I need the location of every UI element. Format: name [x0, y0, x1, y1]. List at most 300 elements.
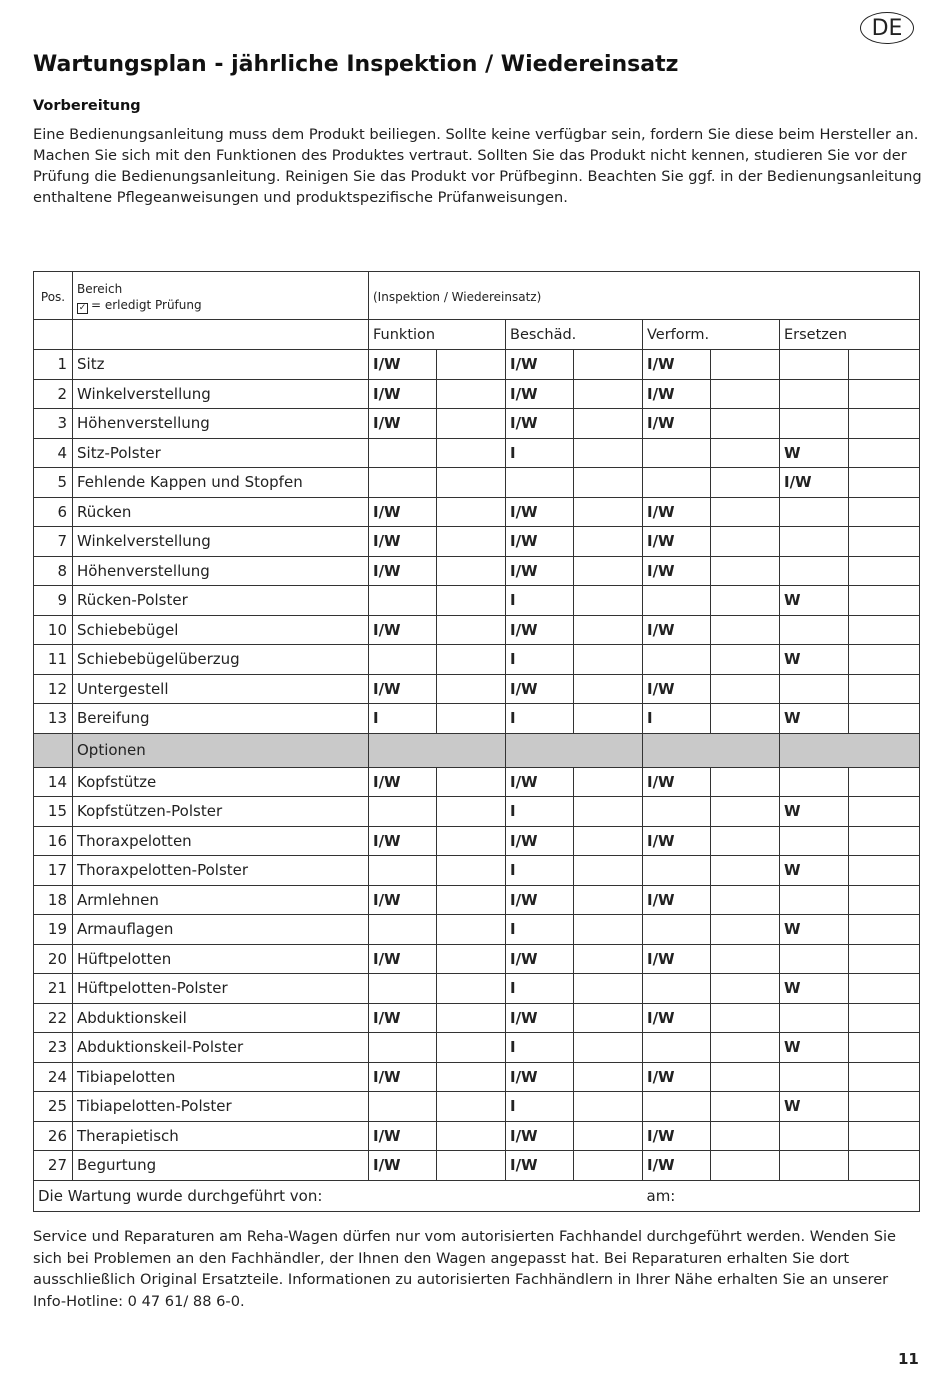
options-section-row	[34, 733, 920, 767]
row-pos: 13	[34, 704, 73, 734]
row-check-ersetzen	[849, 527, 920, 557]
language-badge: DE	[860, 12, 914, 44]
options-pos-blank	[34, 733, 73, 767]
pos-header: Pos.	[34, 272, 73, 320]
row-check-funktion	[437, 767, 506, 797]
row-check-funktion	[437, 1092, 506, 1122]
row-area: Hüftpelotten-Polster	[73, 974, 369, 1004]
row-mark-funktion	[369, 1033, 437, 1063]
row-check-funktion	[437, 556, 506, 586]
row-pos: 22	[34, 1003, 73, 1033]
row-mark-funktion: I/W	[369, 767, 437, 797]
table-row	[34, 527, 920, 557]
row-check-ersetzen	[849, 944, 920, 974]
row-mark-beschaed: I/W	[506, 944, 574, 974]
row-mark-ersetzen: W	[780, 645, 849, 675]
row-mark-verform: I/W	[643, 767, 711, 797]
row-check-funktion	[437, 797, 506, 827]
row-check-verform	[711, 826, 780, 856]
row-pos: 14	[34, 767, 73, 797]
section-heading: Vorbereitung	[33, 98, 141, 114]
row-check-beschaed	[574, 645, 643, 675]
row-check-ersetzen	[849, 468, 920, 498]
table-row	[34, 915, 920, 945]
row-area: Bereifung	[73, 704, 369, 734]
row-check-beschaed	[574, 674, 643, 704]
row-check-beschaed	[574, 1003, 643, 1033]
row-mark-ersetzen	[780, 556, 849, 586]
row-check-beschaed	[574, 350, 643, 380]
row-check-funktion	[437, 885, 506, 915]
row-mark-funktion	[369, 586, 437, 616]
row-pos: 17	[34, 856, 73, 886]
row-check-verform	[711, 556, 780, 586]
row-check-ersetzen	[849, 556, 920, 586]
row-mark-ersetzen	[780, 409, 849, 439]
row-mark-beschaed: I/W	[506, 1151, 574, 1181]
row-check-beschaed	[574, 974, 643, 1004]
row-check-beschaed	[574, 1033, 643, 1063]
row-check-verform	[711, 350, 780, 380]
row-mark-funktion: I/W	[369, 1003, 437, 1033]
row-check-ersetzen	[849, 1003, 920, 1033]
row-pos: 15	[34, 797, 73, 827]
page-title: Wartungsplan - jährliche Inspektion / Wiedereinsatz	[33, 52, 679, 77]
row-check-ersetzen	[849, 797, 920, 827]
row-pos: 9	[34, 586, 73, 616]
row-pos: 19	[34, 915, 73, 945]
row-check-verform	[711, 1003, 780, 1033]
row-mark-verform: I/W	[643, 527, 711, 557]
row-area: Abduktionskeil-Polster	[73, 1033, 369, 1063]
row-mark-funktion	[369, 645, 437, 675]
row-area: Tibiapelotten-Polster	[73, 1092, 369, 1122]
row-area: Sitz	[73, 350, 369, 380]
row-mark-verform: I/W	[643, 674, 711, 704]
row-check-beschaed	[574, 797, 643, 827]
table-row	[34, 826, 920, 856]
row-mark-ersetzen	[780, 350, 849, 380]
options-blank-cell	[643, 733, 780, 767]
row-check-ersetzen	[849, 885, 920, 915]
row-mark-ersetzen: W	[780, 586, 849, 616]
row-check-funktion	[437, 944, 506, 974]
row-check-verform	[711, 438, 780, 468]
row-mark-funktion	[369, 797, 437, 827]
row-area: Hüftpelotten	[73, 944, 369, 974]
row-mark-beschaed: I/W	[506, 527, 574, 557]
row-check-ersetzen	[849, 350, 920, 380]
area-header	[73, 272, 369, 320]
row-check-funktion	[437, 527, 506, 557]
row-mark-beschaed: I	[506, 915, 574, 945]
row-check-beschaed	[574, 885, 643, 915]
row-mark-verform	[643, 915, 711, 945]
row-check-ersetzen	[849, 674, 920, 704]
row-check-funktion	[437, 974, 506, 1004]
row-mark-beschaed: I	[506, 797, 574, 827]
page-number: 11	[898, 1350, 919, 1368]
row-check-beschaed	[574, 409, 643, 439]
row-mark-ersetzen: W	[780, 797, 849, 827]
row-mark-beschaed: I	[506, 438, 574, 468]
row-mark-ersetzen	[780, 1121, 849, 1151]
row-check-verform	[711, 1151, 780, 1181]
row-pos: 26	[34, 1121, 73, 1151]
row-pos: 8	[34, 556, 73, 586]
row-check-funktion	[437, 379, 506, 409]
row-pos: 2	[34, 379, 73, 409]
table-row	[34, 556, 920, 586]
row-mark-funktion: I/W	[369, 350, 437, 380]
row-area: Thoraxpelotten-Polster	[73, 856, 369, 886]
row-pos: 4	[34, 438, 73, 468]
row-mark-beschaed: I/W	[506, 1121, 574, 1151]
row-check-verform	[711, 885, 780, 915]
table-row	[34, 615, 920, 645]
row-mark-beschaed: I/W	[506, 379, 574, 409]
row-check-funktion	[437, 674, 506, 704]
maintenance-table	[33, 271, 920, 1212]
date-label: am:	[643, 1180, 920, 1211]
row-check-funktion	[437, 1151, 506, 1181]
row-check-beschaed	[574, 497, 643, 527]
row-mark-funktion	[369, 468, 437, 498]
table-row	[34, 1003, 920, 1033]
row-check-verform	[711, 767, 780, 797]
row-pos: 12	[34, 674, 73, 704]
row-check-funktion	[437, 468, 506, 498]
row-check-funktion	[437, 350, 506, 380]
signature-row	[34, 1180, 920, 1211]
column-header-beschaed: Beschäd.	[506, 320, 643, 350]
row-check-verform	[711, 1092, 780, 1122]
row-pos: 23	[34, 1033, 73, 1063]
row-check-verform	[711, 797, 780, 827]
row-mark-funktion: I/W	[369, 379, 437, 409]
row-mark-beschaed: I/W	[506, 497, 574, 527]
row-check-funktion	[437, 497, 506, 527]
row-mark-verform	[643, 797, 711, 827]
row-area: Schiebebügelüberzug	[73, 645, 369, 675]
row-check-ersetzen	[849, 915, 920, 945]
row-check-verform	[711, 379, 780, 409]
row-mark-funktion: I/W	[369, 497, 437, 527]
table-row	[34, 350, 920, 380]
row-mark-beschaed: I/W	[506, 674, 574, 704]
row-check-verform	[711, 645, 780, 675]
table-row	[34, 674, 920, 704]
table-row	[34, 379, 920, 409]
row-check-verform	[711, 409, 780, 439]
row-mark-verform	[643, 438, 711, 468]
table-header-row	[34, 272, 920, 320]
row-mark-beschaed	[506, 468, 574, 498]
row-check-verform	[711, 915, 780, 945]
row-check-verform	[711, 974, 780, 1004]
table-row	[34, 468, 920, 498]
table-row	[34, 586, 920, 616]
row-check-ersetzen	[849, 1033, 920, 1063]
row-check-verform	[711, 704, 780, 734]
service-note: Service und Reparaturen am Reha-Wagen dürfen nur vom autorisierten Fachhandel durchgeführt werden. Wenden Sie sich bei Problemen an den Fachhändler, der Ihnen den Wagen angepasst hat. Bei Reparaturen erhalten Sie dort ausschließlich Original Ersatzteile. Informationen zu autorisierten Fachhändlern in Ihrer Nähe erhalten Sie an unserer Info-Hotline: 0 47 61/ 88 6-0.	[33, 1228, 897, 1310]
row-check-verform	[711, 1062, 780, 1092]
row-mark-ersetzen: W	[780, 856, 849, 886]
row-mark-ersetzen: W	[780, 438, 849, 468]
row-mark-ersetzen: W	[780, 704, 849, 734]
row-check-verform	[711, 586, 780, 616]
row-mark-ersetzen	[780, 527, 849, 557]
row-area: Tibiapelotten	[73, 1062, 369, 1092]
checkbox-checked-icon: ✓	[78, 302, 87, 313]
table-row	[34, 885, 920, 915]
row-mark-ersetzen	[780, 615, 849, 645]
row-mark-beschaed: I	[506, 704, 574, 734]
row-check-funktion	[437, 645, 506, 675]
row-mark-ersetzen: W	[780, 1092, 849, 1122]
table-row	[34, 1151, 920, 1181]
row-mark-beschaed: I	[506, 856, 574, 886]
table-row	[34, 1062, 920, 1092]
row-pos: 20	[34, 944, 73, 974]
row-check-ersetzen	[849, 409, 920, 439]
row-check-funktion	[437, 915, 506, 945]
row-pos: 1	[34, 350, 73, 380]
row-check-funktion	[437, 1033, 506, 1063]
row-area: Armauflagen	[73, 915, 369, 945]
row-area: Armlehnen	[73, 885, 369, 915]
row-pos: 6	[34, 497, 73, 527]
pos-header-blank	[34, 320, 73, 350]
row-area: Kopfstütze	[73, 767, 369, 797]
row-mark-funktion: I/W	[369, 1121, 437, 1151]
row-check-verform	[711, 856, 780, 886]
row-check-ersetzen	[849, 1121, 920, 1151]
row-check-ersetzen	[849, 615, 920, 645]
row-check-ersetzen	[849, 1151, 920, 1181]
row-area: Sitz-Polster	[73, 438, 369, 468]
row-area: Höhenverstellung	[73, 556, 369, 586]
row-check-verform	[711, 674, 780, 704]
area-header-blank	[73, 320, 369, 350]
row-check-beschaed	[574, 379, 643, 409]
row-mark-verform: I/W	[643, 379, 711, 409]
column-header-verform: Verform.	[643, 320, 780, 350]
row-mark-verform: I/W	[643, 1062, 711, 1092]
row-mark-ersetzen	[780, 674, 849, 704]
table-row	[34, 704, 920, 734]
row-area: Rücken	[73, 497, 369, 527]
row-pos: 7	[34, 527, 73, 557]
row-check-funktion	[437, 1003, 506, 1033]
row-mark-verform	[643, 974, 711, 1004]
row-check-beschaed	[574, 615, 643, 645]
options-blank-cell	[780, 733, 920, 767]
row-pos: 5	[34, 468, 73, 498]
row-mark-funktion: I/W	[369, 1151, 437, 1181]
row-check-funktion	[437, 1121, 506, 1151]
table-row	[34, 645, 920, 675]
row-mark-beschaed: I/W	[506, 409, 574, 439]
row-mark-beschaed: I/W	[506, 885, 574, 915]
row-area: Winkelverstellung	[73, 379, 369, 409]
row-mark-funktion	[369, 974, 437, 1004]
row-check-ersetzen	[849, 379, 920, 409]
row-mark-beschaed: I	[506, 1033, 574, 1063]
row-mark-verform	[643, 1092, 711, 1122]
row-check-ersetzen	[849, 497, 920, 527]
options-label: Optionen	[73, 733, 369, 767]
row-check-beschaed	[574, 527, 643, 557]
row-check-verform	[711, 944, 780, 974]
row-check-funktion	[437, 1062, 506, 1092]
row-check-beschaed	[574, 767, 643, 797]
performed-by-label: Die Wartung wurde durchgeführt von:	[34, 1180, 643, 1211]
options-blank-cell	[369, 733, 506, 767]
row-check-beschaed	[574, 1092, 643, 1122]
row-pos: 27	[34, 1151, 73, 1181]
row-area: Abduktionskeil	[73, 1003, 369, 1033]
row-check-ersetzen	[849, 767, 920, 797]
row-check-ersetzen	[849, 826, 920, 856]
row-check-beschaed	[574, 438, 643, 468]
row-mark-beschaed: I	[506, 586, 574, 616]
row-pos: 21	[34, 974, 73, 1004]
row-mark-verform: I/W	[643, 556, 711, 586]
row-check-ersetzen	[849, 1062, 920, 1092]
row-check-beschaed	[574, 915, 643, 945]
row-check-verform	[711, 1121, 780, 1151]
row-mark-funktion: I/W	[369, 1062, 437, 1092]
row-mark-funktion: I/W	[369, 615, 437, 645]
table-row	[34, 974, 920, 1004]
row-check-ersetzen	[849, 856, 920, 886]
row-mark-ersetzen	[780, 497, 849, 527]
row-mark-beschaed: I/W	[506, 767, 574, 797]
row-mark-verform	[643, 1033, 711, 1063]
row-check-funktion	[437, 438, 506, 468]
row-check-ersetzen	[849, 974, 920, 1004]
row-mark-ersetzen: W	[780, 915, 849, 945]
row-mark-verform: I/W	[643, 1003, 711, 1033]
row-check-beschaed	[574, 826, 643, 856]
row-pos: 11	[34, 645, 73, 675]
row-mark-beschaed: I	[506, 1092, 574, 1122]
row-check-beschaed	[574, 704, 643, 734]
row-check-beschaed	[574, 586, 643, 616]
row-mark-ersetzen	[780, 944, 849, 974]
row-mark-verform: I/W	[643, 409, 711, 439]
row-mark-verform	[643, 856, 711, 886]
row-pos: 10	[34, 615, 73, 645]
table-row	[34, 409, 920, 439]
row-area: Begurtung	[73, 1151, 369, 1181]
column-header-ersetzen: Ersetzen	[780, 320, 920, 350]
row-mark-ersetzen: W	[780, 1033, 849, 1063]
row-mark-beschaed: I/W	[506, 615, 574, 645]
table-row	[34, 497, 920, 527]
row-mark-funktion: I/W	[369, 674, 437, 704]
row-pos: 18	[34, 885, 73, 915]
row-mark-verform: I/W	[643, 1121, 711, 1151]
table-row	[34, 1033, 920, 1063]
row-area: Fehlende Kappen und Stopfen	[73, 468, 369, 498]
row-area: Untergestell	[73, 674, 369, 704]
row-mark-ersetzen	[780, 1003, 849, 1033]
row-mark-verform	[643, 645, 711, 675]
row-check-verform	[711, 1033, 780, 1063]
row-mark-ersetzen: W	[780, 974, 849, 1004]
row-mark-verform: I/W	[643, 885, 711, 915]
row-mark-funktion	[369, 856, 437, 886]
table-row	[34, 1121, 920, 1151]
row-check-verform	[711, 615, 780, 645]
row-mark-ersetzen	[780, 379, 849, 409]
row-mark-verform: I/W	[643, 1151, 711, 1181]
row-mark-funktion	[369, 1092, 437, 1122]
row-area: Therapietisch	[73, 1121, 369, 1151]
row-area: Thoraxpelotten	[73, 826, 369, 856]
row-mark-verform: I/W	[643, 615, 711, 645]
row-mark-funktion: I	[369, 704, 437, 734]
row-mark-verform: I	[643, 704, 711, 734]
table-row	[34, 797, 920, 827]
row-check-funktion	[437, 856, 506, 886]
row-check-ersetzen	[849, 1092, 920, 1122]
row-mark-verform	[643, 586, 711, 616]
row-pos: 3	[34, 409, 73, 439]
row-mark-beschaed: I/W	[506, 350, 574, 380]
row-mark-ersetzen	[780, 1062, 849, 1092]
row-mark-verform: I/W	[643, 944, 711, 974]
row-check-beschaed	[574, 556, 643, 586]
row-mark-funktion: I/W	[369, 527, 437, 557]
row-mark-verform: I/W	[643, 826, 711, 856]
row-check-funktion	[437, 409, 506, 439]
intro-paragraph: Eine Bedienungsanleitung muss dem Produkt beiliegen. Sollte keine verfügbar sein, fordern Sie diese beim Hersteller an. Machen Sie sich mit den Funktionen des Produktes vertraut. Sollten Sie das Produkt nicht kennen, studieren Sie vor der Prüfung die Bedienungsanleitung. Reinigen Sie das Produkt vor Prüfbeginn. Beachten Sie ggf. in der Bedienungsanleitung enthaltene Pflegeanweisungen und produktspezifische Prüfanweisungen.	[33, 126, 922, 206]
row-mark-beschaed: I	[506, 974, 574, 1004]
row-mark-ersetzen	[780, 885, 849, 915]
table-row	[34, 944, 920, 974]
table-row	[34, 438, 920, 468]
row-mark-ersetzen	[780, 767, 849, 797]
row-check-beschaed	[574, 1121, 643, 1151]
row-area: Höhenverstellung	[73, 409, 369, 439]
row-check-beschaed	[574, 856, 643, 886]
row-mark-funktion: I/W	[369, 409, 437, 439]
row-mark-funktion: I/W	[369, 826, 437, 856]
area-header-note-line	[77, 297, 368, 314]
row-mark-beschaed: I	[506, 645, 574, 675]
row-mark-ersetzen: I/W	[780, 468, 849, 498]
row-check-ersetzen	[849, 586, 920, 616]
row-check-funktion	[437, 615, 506, 645]
row-check-beschaed	[574, 1151, 643, 1181]
row-mark-ersetzen	[780, 826, 849, 856]
row-check-beschaed	[574, 944, 643, 974]
row-mark-funktion: I/W	[369, 944, 437, 974]
table-row	[34, 767, 920, 797]
row-mark-funktion	[369, 438, 437, 468]
row-mark-funktion: I/W	[369, 556, 437, 586]
area-header-note: = erledigt Prüfung	[91, 297, 202, 312]
row-mark-beschaed: I/W	[506, 1003, 574, 1033]
column-header-funktion: Funktion	[369, 320, 506, 350]
row-check-ersetzen	[849, 645, 920, 675]
options-blank-cell	[506, 733, 643, 767]
table-row	[34, 856, 920, 886]
inspection-header: (Inspektion / Wiedereinsatz)	[369, 272, 920, 320]
